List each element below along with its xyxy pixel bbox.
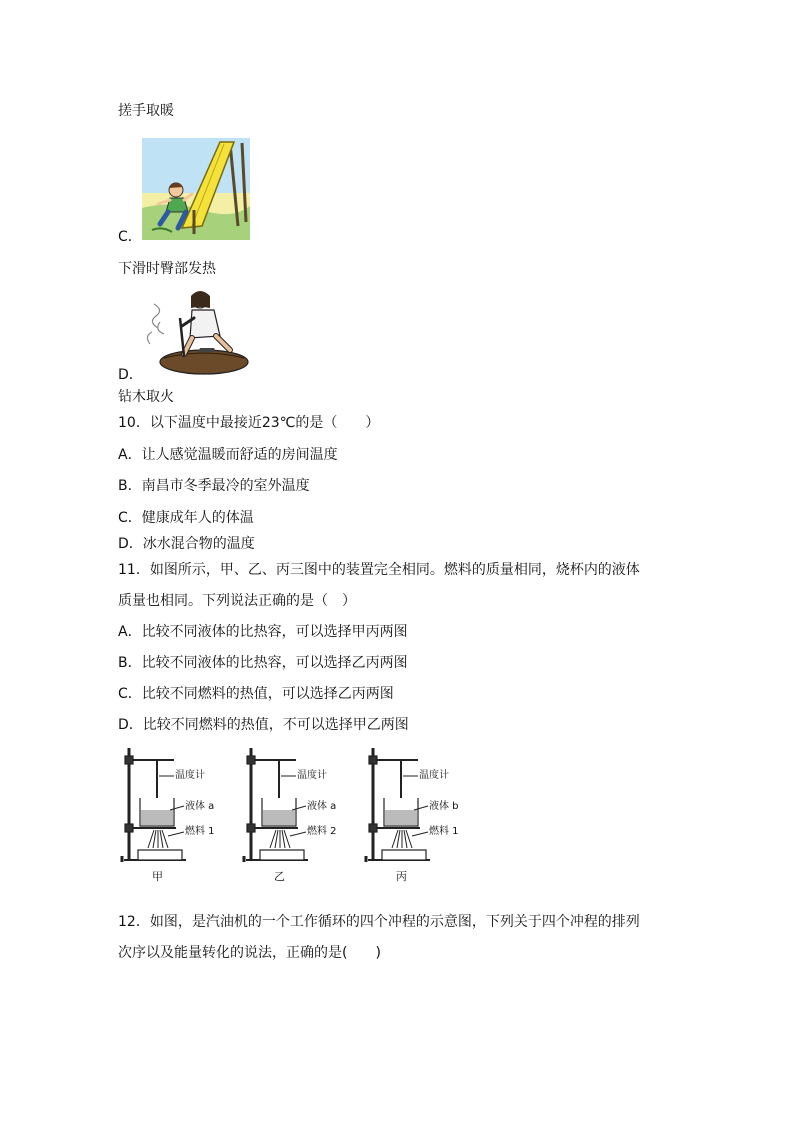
liquid-label: 液体 a [307, 801, 337, 812]
figure-caption: 甲 [152, 870, 163, 883]
question-11-option-c: C．比较不同燃料的热值，可以选择乙丙两图 [118, 686, 394, 702]
question-10-option-d: D．冰水混合物的温度 [118, 536, 255, 552]
setup-figure-jia [118, 744, 234, 886]
question-10-option-c: C．健康成年人的体温 [118, 510, 254, 526]
question-11-option-d: D．比较不同燃料的热值，不可以选择甲乙两图 [118, 717, 409, 733]
question-12-stem-line1: 12．如图，是汽油机的一个工作循环的四个冲程的示意图，下列关于四个冲程的排列 [118, 914, 640, 930]
option-b-caption: 搓手取暖 [118, 103, 174, 119]
setup-figure-bing [362, 744, 478, 886]
question-10-option-b: B．南昌市冬季最冷的室外温度 [118, 478, 310, 494]
option-c-label: C． [118, 229, 142, 245]
question-10-option-a: A．让人感觉温暖而舒适的房间温度 [118, 447, 338, 463]
thermometer-label: 温度计 [419, 770, 449, 781]
figure-caption: 乙 [274, 870, 285, 883]
fuel-label: 燃料 1 [429, 826, 459, 837]
question-11-stem-line1: 11．如图所示，甲、乙、丙三图中的装置完全相同。燃料的质量相同，烧杯内的液体 [118, 562, 640, 578]
slide-illustration [142, 138, 250, 244]
option-d-label: D． [118, 367, 143, 383]
option-d-caption: 钻木取火 [118, 389, 174, 405]
question-10-stem: 10．以下温度中最接近23℃的是（ ） [118, 415, 380, 431]
drilling-wood-illustration [144, 288, 250, 382]
question-12-stem-line2: 次序以及能量转化的说法，正确的是( ) [118, 945, 381, 961]
liquid-label: 液体 a [185, 801, 215, 812]
question-11-stem-line2: 质量也相同。下列说法正确的是（ ） [118, 593, 356, 609]
liquid-label: 液体 b [429, 801, 459, 812]
question-11-option-a: A．比较不同液体的比热容，可以选择甲丙两图 [118, 624, 408, 640]
figure-caption: 丙 [396, 870, 407, 883]
thermometer-label: 温度计 [297, 770, 327, 781]
thermometer-label: 温度计 [175, 770, 205, 781]
option-c-caption: 下滑时臀部发热 [118, 261, 216, 277]
fuel-label: 燃料 2 [307, 826, 337, 837]
fuel-label: 燃料 1 [185, 826, 215, 837]
setup-figure-yi [240, 744, 356, 886]
question-11-option-b: B．比较不同液体的比热容，可以选择乙丙两图 [118, 655, 408, 671]
